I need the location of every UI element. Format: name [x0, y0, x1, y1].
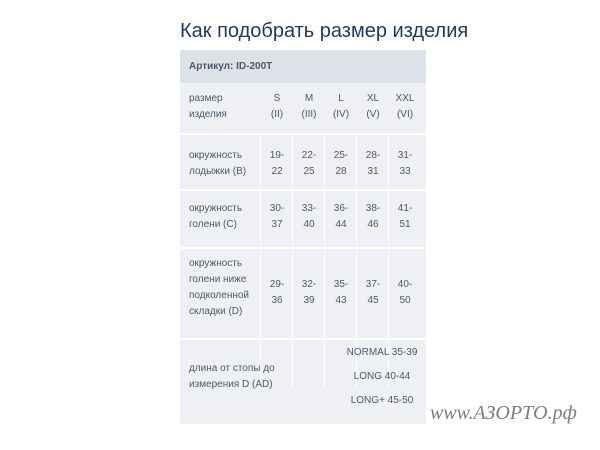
row-label: окружность голени (C) [189, 203, 243, 230]
page-title: Как подобрать размер изделия [180, 20, 469, 42]
length-label: длина от стопы до измерения D (AD) [189, 363, 275, 390]
row-divider [180, 189, 426, 191]
table-cell: 38- 46 [365, 203, 381, 230]
row-divider [180, 338, 426, 340]
table-header [180, 50, 426, 83]
watermark: www.АЗОРТО.рф [430, 402, 577, 424]
table-cell: 22- 25 [301, 150, 317, 177]
table-cell: L (IV) [332, 93, 350, 120]
table-cell: 41- 51 [397, 203, 413, 230]
length-long-plus: LONG+ 45-50 [350, 395, 414, 406]
table-cell: 37- 45 [365, 279, 381, 306]
table-cell: 25- 28 [333, 150, 349, 177]
table-cell: 19- 22 [269, 150, 285, 177]
row-label: окружность голени ниже подколенной складки (D) [189, 258, 250, 317]
row-divider [180, 133, 426, 135]
table-cell: 35- 43 [333, 279, 349, 306]
table-cell: 32- 39 [301, 279, 317, 306]
table-cell: S (II) [270, 93, 284, 120]
table-cell: XL (V) [366, 93, 380, 120]
table-cell: M (III) [301, 93, 317, 120]
size-chart-table [180, 50, 426, 424]
row-divider [180, 247, 426, 249]
table-cell: 31- 33 [397, 150, 413, 177]
length-long: LONG 40-44 [353, 371, 411, 382]
row-label: размер изделия [189, 93, 227, 120]
row-label: окружность лодыжки (B) [189, 150, 247, 177]
table-cell: 33- 40 [301, 203, 317, 230]
table-cell: 40- 50 [397, 279, 413, 306]
table-cell: 30- 37 [269, 203, 285, 230]
table-cell: 28- 31 [365, 150, 381, 177]
table-cell: 29- 36 [269, 279, 285, 306]
table-cell: XXL (VI) [395, 93, 415, 120]
table-cell: 36- 44 [333, 203, 349, 230]
article-number: Артикул: ID-200T [189, 61, 273, 72]
length-normal: NORMAL 35-39 [346, 347, 418, 358]
